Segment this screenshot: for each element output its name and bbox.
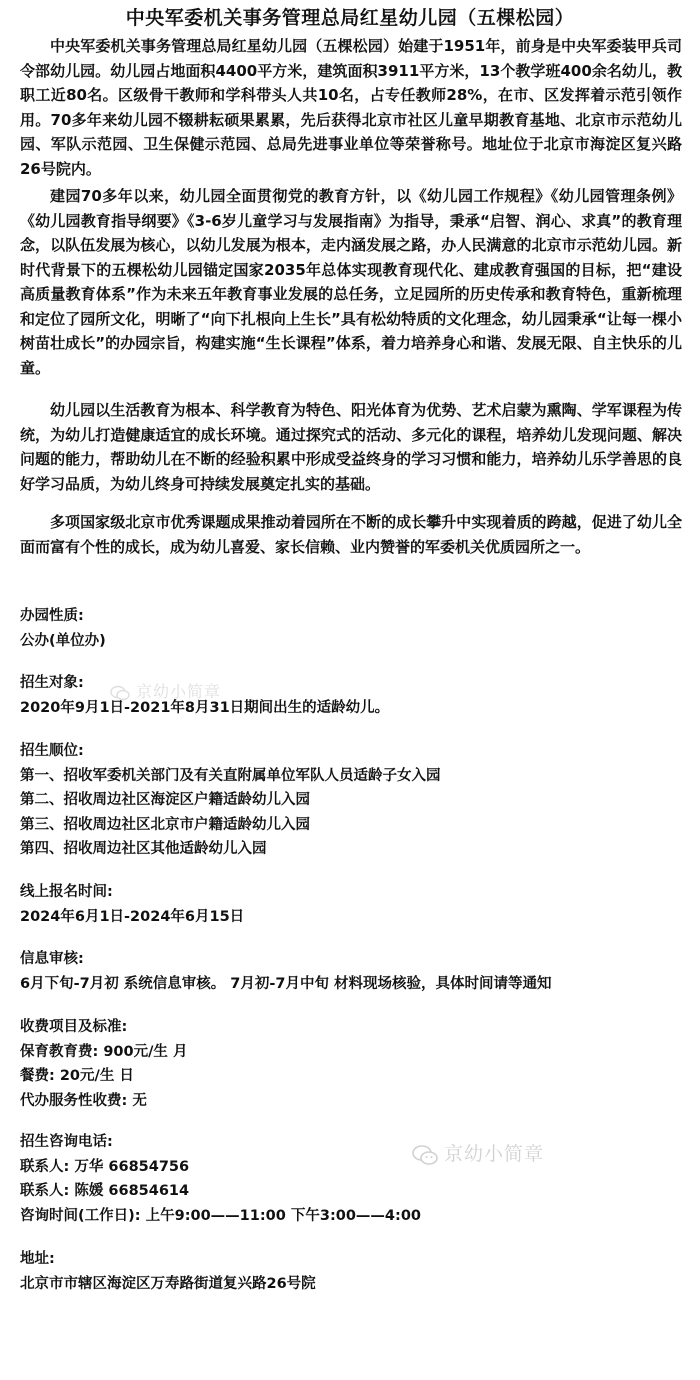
- review-value: 6月下旬-7月初 系统信息审核。 7月初-7月中旬 材料现场核验，具体时间请等通知: [20, 975, 552, 992]
- address-section: [20, 1247, 682, 1296]
- nature-value: 公办(单位办): [20, 632, 106, 649]
- registration-section: [20, 880, 682, 929]
- fees-section: [20, 1015, 682, 1113]
- watermark-text: 京幼小简章: [136, 682, 222, 701]
- address-label: 地址:: [20, 1251, 55, 1267]
- watermark: [412, 1139, 544, 1166]
- target-value: 2020年9月1日-2021年8月31日期间出生的适龄幼儿。: [20, 699, 390, 716]
- fee-item: 代办服务性收费: 无: [20, 1092, 147, 1109]
- order-item: 第三、招收周边社区北京市户籍适龄幼儿入园: [20, 816, 310, 833]
- intro-paragraph-2: 建园70多年以来，幼儿园全面贯彻党的教育方针，以《幼儿园工作规程》《幼儿园管理条例》《幼儿园教育指导纲要》《3-6岁儿童学习与发展指南》为指导，秉承“启智、润心、求真”的教育理念，以队伍发展为核心，以幼儿发展为根本，走内涵发展之路，办人民满意的北京市示范幼儿园。新时代背景下的五棵松幼儿园锚定国家2035年总体实现教育现代化、建成教育强国的目标，把“建设高质量教育体系”作为未来五年教育事业发展的总任务，立足园所的历史传承和教育特色，重新梳理和定位了园所文化，明晰了“向下扎根向上生长”具有松幼特质的文化理念，幼儿园秉承“让每一棵小树苗壮成长”的办园宗旨，构建实施“生长课程”体系，着力培养身心和谐、发展无限、自主快乐的儿童。: [20, 187, 682, 377]
- fees-label: 收费项目及标准:: [20, 1019, 128, 1035]
- contact-section: [20, 1130, 682, 1228]
- contact-item: 联系人: 陈媛 66854614: [20, 1183, 190, 1199]
- nature-section: [20, 604, 682, 653]
- fee-item: 保育教育费: 900元/生 月: [20, 1043, 188, 1060]
- wechat-icon: [110, 685, 130, 701]
- page-title: 中央军委机关事务管理总局红星幼儿园（五棵松园）: [125, 7, 575, 29]
- order-item: 第一、招收军委机关部门及有关直附属单位军队人员适龄子女入园: [20, 767, 441, 784]
- review-section: [20, 947, 682, 996]
- nature-label: 办园性质:: [20, 608, 84, 624]
- watermark: [110, 679, 221, 702]
- wechat-icon: [412, 1144, 438, 1166]
- order-item: 第四、招收周边社区其他适龄幼儿入园: [20, 841, 267, 857]
- intro-paragraph-1: 中央军委机关事务管理总局红星幼儿园（五棵松园）始建于1951年，前身是中央军委装甲兵司令部幼儿园。幼儿园占地面积4400平方米，建筑面积3911平方米，13个教学班400余名幼儿，教职工近80名。区级骨干教师和学科带头人共10名，占专任教师28%，在市、区发挥着示范引领作用。70多年来幼儿园不辍耕耘硕果累累，先后获得北京市社区儿童早期教育基地、北京市示范幼儿园、军队示范园、卫生保健示范园、总局先进事业单位等荣誉称号。地址位于北京市海淀区复兴路26号院内。: [20, 37, 682, 178]
- order-item: 第二、招收周边社区海淀区户籍适龄幼儿入园: [20, 792, 310, 808]
- review-label: 信息审核:: [20, 951, 84, 967]
- registration-label: 线上报名时间:: [20, 884, 113, 900]
- registration-value: 2024年6月1日-2024年6月15日: [20, 908, 245, 925]
- order-label: 招生顺位:: [20, 743, 84, 759]
- intro-paragraph-3: 幼儿园以生活教育为根本、科学教育为特色、阳光体育为优势、艺术启蒙为熏陶、学军课程为传统，为幼儿打造健康适宜的成长环境。通过探究式的活动、多元化的课程，培养幼儿发现问题、解决问题的能力，帮助幼儿在不断的经验积累中形成受益终身的学习习惯和能力，培养幼儿乐学善思的良好学习品质，为幼儿终身可持续发展奠定扎实的基础。: [20, 401, 682, 493]
- target-label: 招生对象:: [20, 675, 84, 691]
- intro-paragraph-4: 多项国家级北京市优秀课题成果推动着园所在不断的成长攀升中实现着质的跨越，促进了幼儿全面而富有个性的成长，成为幼儿喜爱、家长信赖、业内赞誉的军委机关优质园所之一。: [20, 513, 682, 556]
- contact-label: 招生咨询电话:: [20, 1134, 113, 1150]
- watermark-text: 京幼小简章: [444, 1143, 545, 1165]
- contact-item: 联系人: 万华 66854756: [20, 1158, 190, 1175]
- fee-item: 餐费: 20元/生 日: [20, 1068, 134, 1084]
- order-section: [20, 739, 682, 862]
- contact-hours: 咨询时间(工作日): 上午9:00——11:00 下午3:00——4:00: [20, 1207, 422, 1224]
- address-value: 北京市市辖区海淀区万寿路街道复兴路26号院: [20, 1275, 316, 1292]
